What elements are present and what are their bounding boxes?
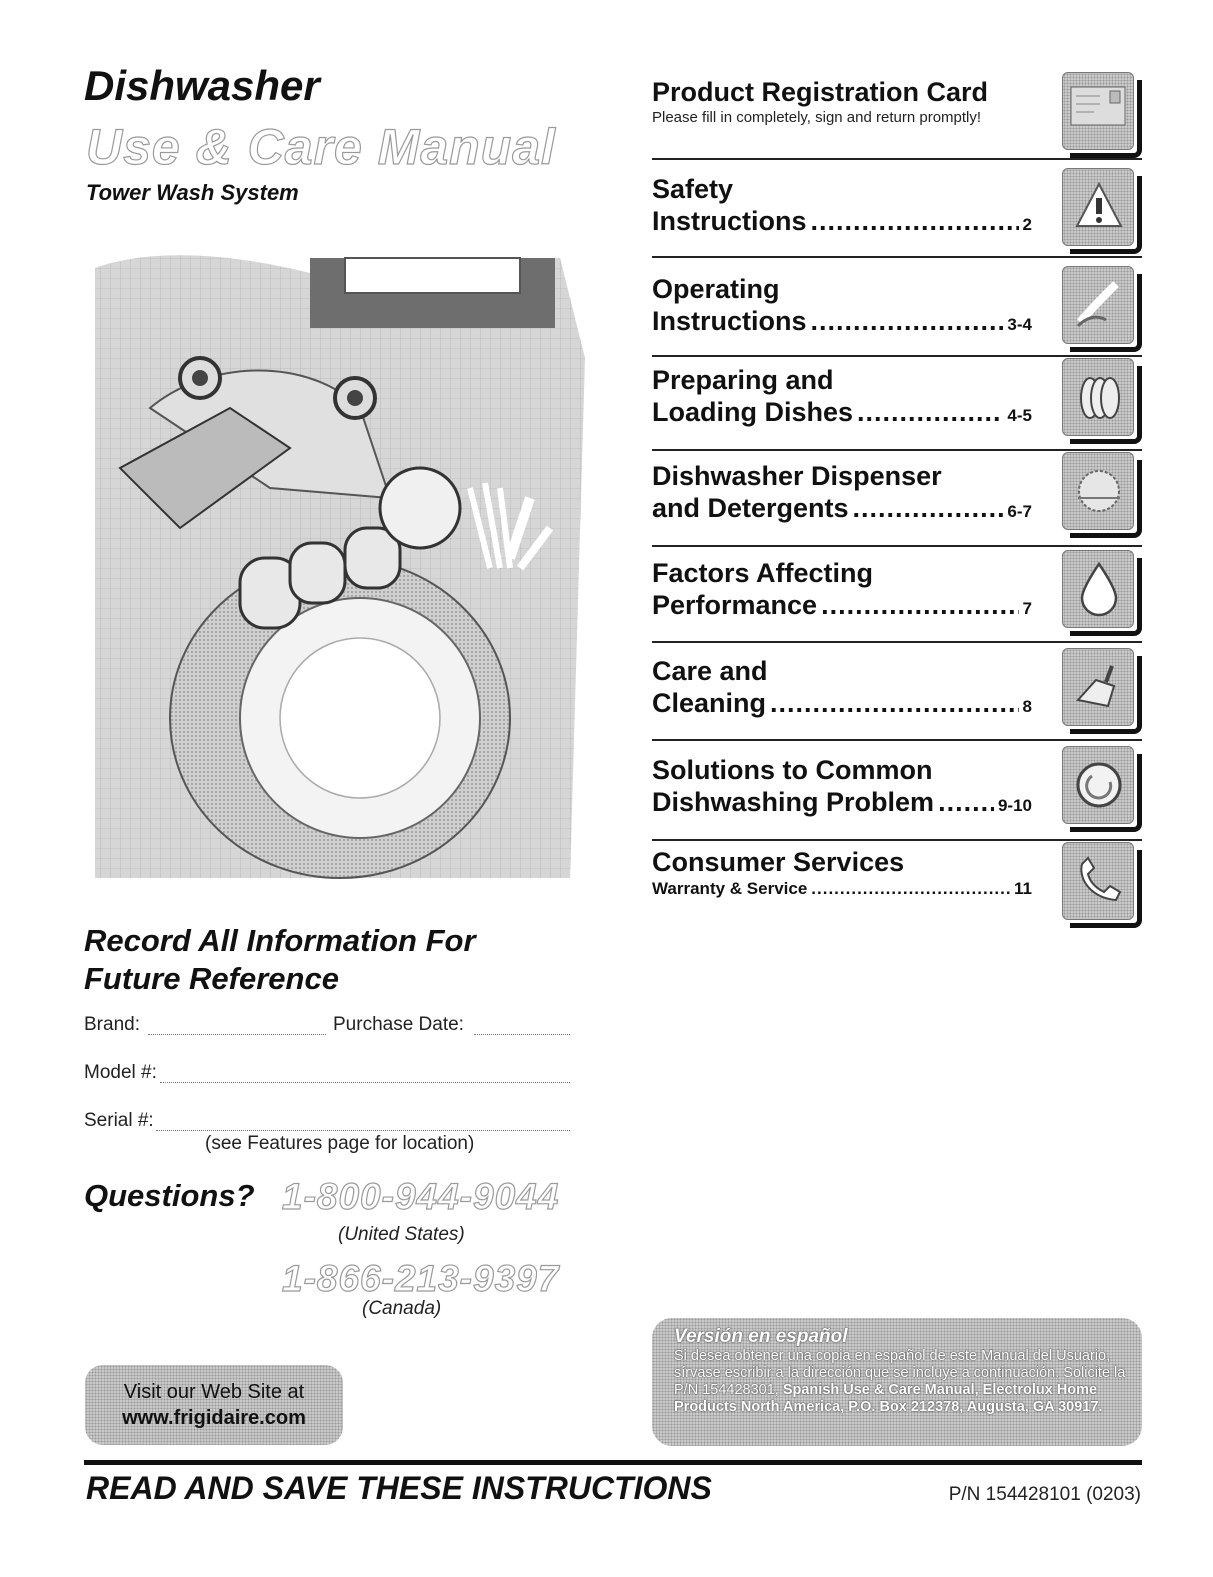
- phone-canada: 1-866-213-9397: [282, 1258, 560, 1299]
- manual-title: Dishwasher: [84, 62, 320, 109]
- toc-item-line1: Solutions to Common: [652, 755, 933, 785]
- registration-title: Product Registration Card: [652, 77, 989, 107]
- purchase-date-line[interactable]: [474, 1034, 570, 1035]
- touch-icon: [1062, 266, 1142, 352]
- purchase-date-label: Purchase Date:: [333, 1014, 464, 1035]
- toc-divider: [652, 158, 1142, 160]
- toc-divider: [652, 739, 1142, 741]
- toc-item-line2: and Detergents: [652, 493, 849, 523]
- spanish-version-box: [652, 1318, 1142, 1446]
- toc-divider: [652, 449, 1142, 451]
- record-heading-line2: Future Reference: [84, 961, 339, 996]
- water-drop-icon: [1062, 550, 1142, 636]
- serial-label: Serial #:: [84, 1110, 154, 1131]
- spanish-address: Spanish Use & Care Manual, Electrolux Home Products North America, P.O. Box 212378, Augusta, GA 30917.: [674, 1382, 1103, 1415]
- consumer-page: 11: [1014, 879, 1032, 898]
- record-heading: [84, 922, 476, 998]
- toc-divider: [652, 839, 1142, 841]
- toc-item-line2: Cleaning: [652, 688, 767, 718]
- model-line[interactable]: [160, 1082, 570, 1083]
- serial-location-note: (see Features page for location): [205, 1133, 475, 1154]
- toc-item-page: 3-4: [1007, 315, 1032, 334]
- questions-label: Questions?: [84, 1178, 255, 1213]
- phone-us: 1-800-944-9044: [282, 1176, 560, 1217]
- cleaning-hand-icon: [1062, 648, 1142, 734]
- toc-divider: [652, 355, 1142, 357]
- toc-item-page: 2: [1022, 215, 1032, 234]
- website-url[interactable]: www.frigidaire.com: [122, 1407, 306, 1429]
- record-heading-line1: Record All Information For: [84, 923, 476, 958]
- toc-item-line1: Factors Affecting: [652, 558, 874, 588]
- toc-divider: [652, 256, 1142, 258]
- footer-rule: [84, 1460, 1142, 1465]
- plate-check-icon: [1062, 746, 1142, 832]
- toc-item-line1: Operating: [652, 274, 780, 304]
- phone-icon: [1062, 842, 1142, 928]
- manual-tagline: Tower Wash System: [86, 180, 299, 205]
- consumer-title: Consumer Services: [652, 847, 905, 877]
- warning-icon: [1062, 168, 1142, 254]
- dishwasher-illustration: [90, 238, 590, 886]
- registration-sub: Please fill in completely, sign and return promptly!: [652, 109, 982, 126]
- manual-subtitle: Use & Care Manual: [86, 119, 556, 175]
- plates-icon: [1062, 358, 1142, 444]
- toc-item-line2: Instructions: [652, 306, 807, 336]
- read-save-instructions: READ AND SAVE THESE INSTRUCTIONS: [86, 1470, 712, 1506]
- spanish-title: Versión en español: [674, 1326, 848, 1347]
- model-label: Model #:: [84, 1062, 157, 1083]
- dispenser-icon: [1062, 452, 1142, 538]
- region-us: (United States): [338, 1224, 465, 1245]
- toc-divider: [652, 545, 1142, 547]
- consumer-row: Warranty & Service: [652, 879, 808, 898]
- part-number: P/N 154428101 (0203): [948, 1484, 1141, 1505]
- toc-divider: [652, 641, 1142, 643]
- toc-item-line1: Dishwasher Dispenser: [652, 461, 942, 491]
- toc-item-line2: Loading Dishes: [652, 397, 854, 427]
- website-prompt: Visit our Web Site at: [123, 1381, 305, 1403]
- toc-item-page: 4-5: [1007, 406, 1032, 425]
- spanish-text: Si desea obtener una copia en español de este Manual del Usuario, sírvase escribir a la dirección que se incluye a continuación. Solicite la P/N 154428301,: [674, 1348, 1126, 1398]
- toc-item-page: 9-10: [997, 796, 1032, 815]
- region-canada: (Canada): [362, 1298, 442, 1319]
- serial-line[interactable]: [156, 1130, 570, 1131]
- website-box[interactable]: [85, 1365, 343, 1445]
- toc-item-line1: Preparing and: [652, 365, 834, 395]
- toc-item-line2: Instructions: [652, 206, 807, 236]
- toc-item-line2: Performance: [652, 590, 818, 620]
- toc-item-page: 7: [1022, 599, 1032, 618]
- brand-label: Brand:: [84, 1014, 140, 1035]
- toc-item-page: 8: [1022, 697, 1032, 716]
- envelope-icon: [1062, 72, 1142, 158]
- toc-item-page: 6-7: [1007, 502, 1032, 521]
- toc-item-line1: Safety: [652, 174, 734, 204]
- toc-item-line2: Dishwashing Problem: [652, 787, 935, 817]
- brand-line[interactable]: [148, 1034, 326, 1035]
- toc-item-line1: Care and: [652, 656, 768, 686]
